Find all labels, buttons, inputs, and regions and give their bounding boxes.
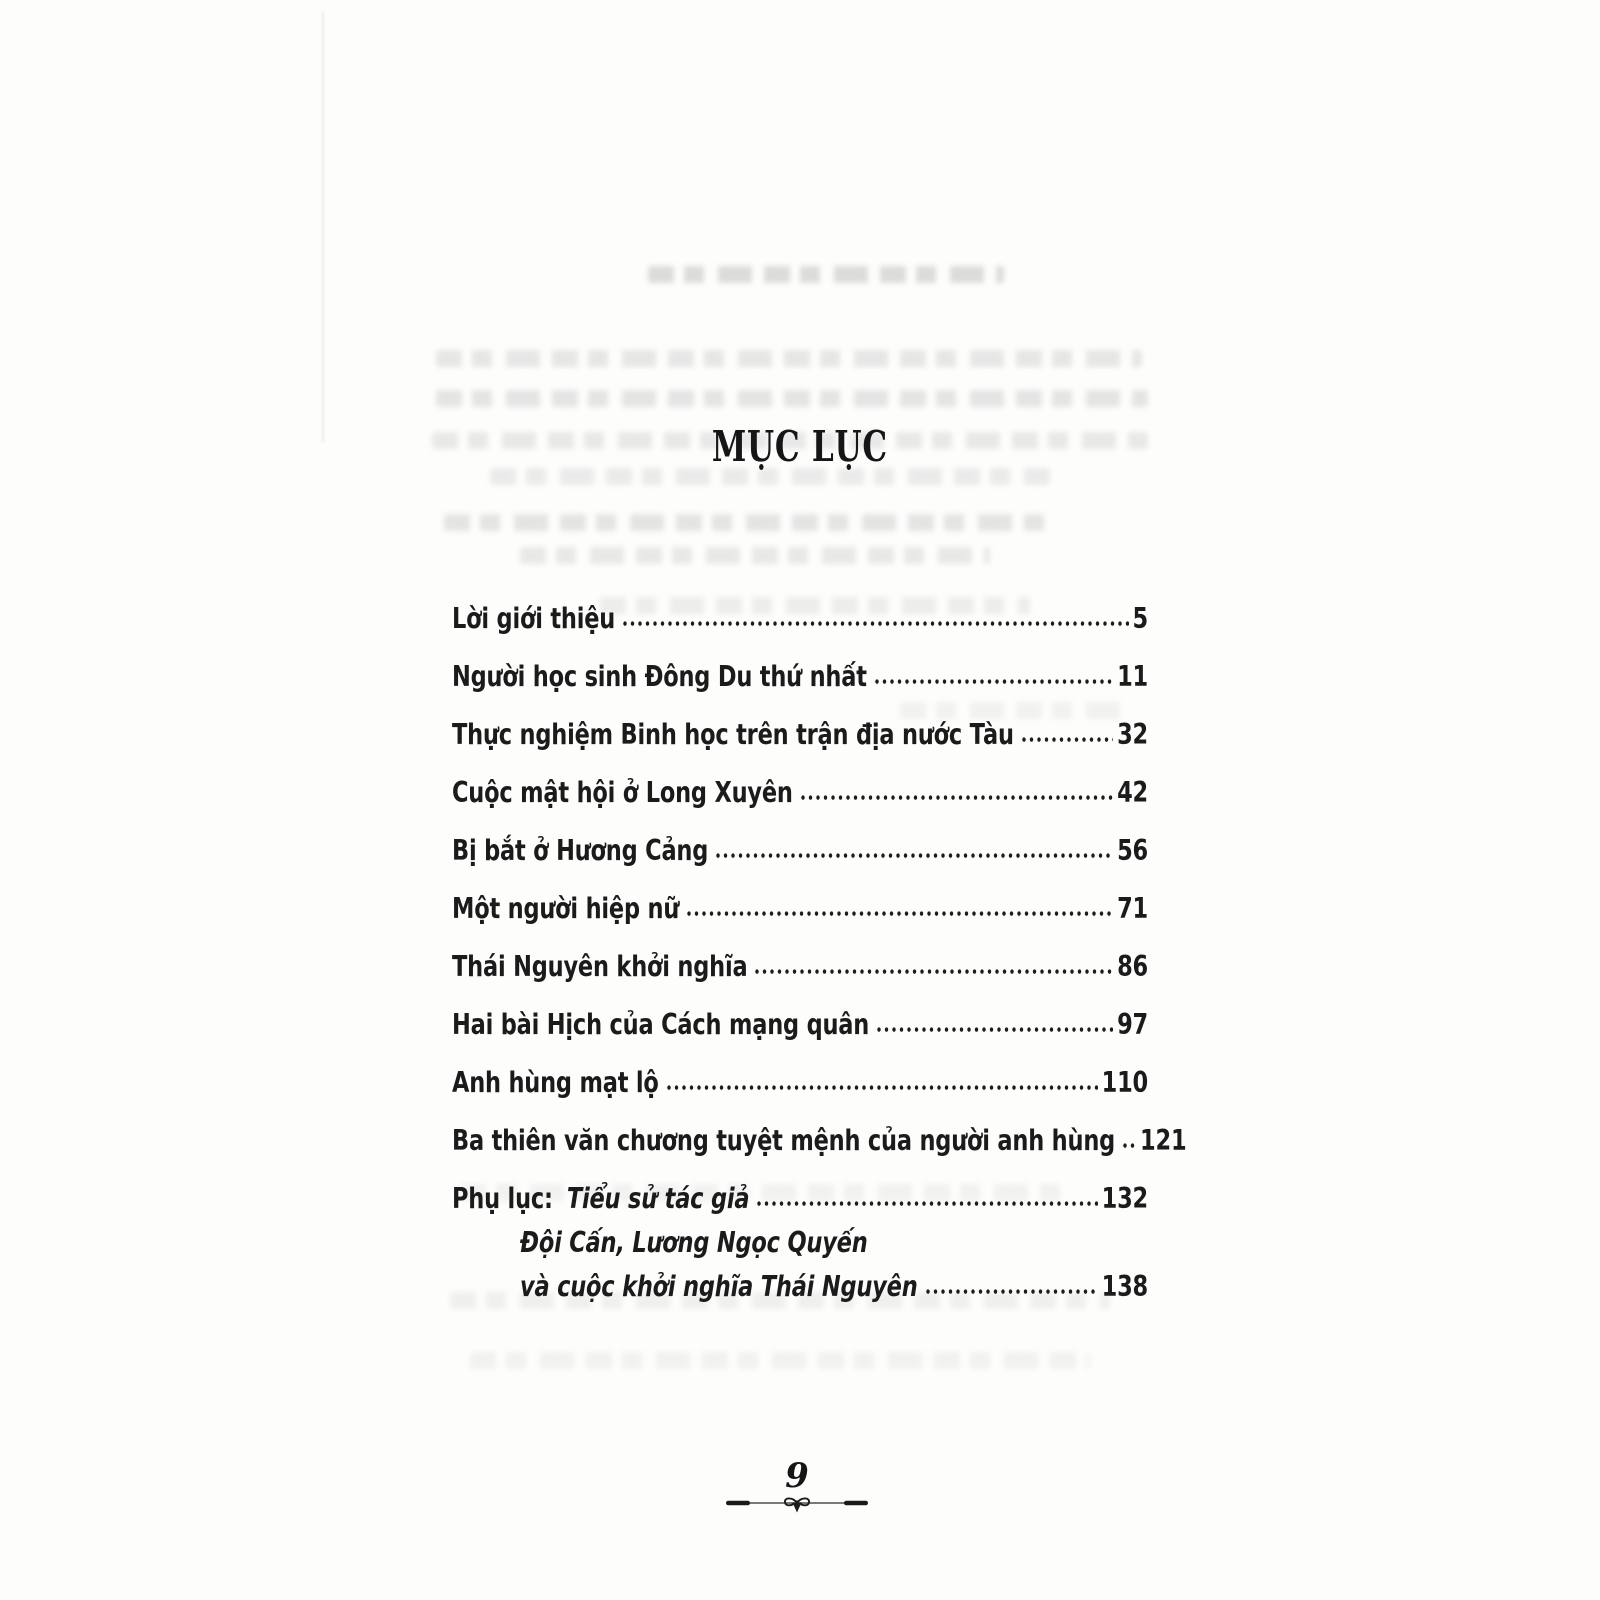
bleed-through-text (436, 390, 1148, 407)
toc-entry-page: 56 (1117, 834, 1148, 868)
dot-leader (876, 1025, 1113, 1034)
bleed-through-text (470, 1352, 1090, 1369)
toc-entry-label: Hai bài Hịch của Cách mạng quân (452, 1008, 870, 1042)
bleed-through-text (520, 547, 990, 564)
toc-entry-page: 5 (1132, 602, 1148, 636)
toc-entry-label: Tiểu sử tác giả (566, 1182, 750, 1216)
dot-leader (1122, 1141, 1136, 1150)
toc-entry-row (452, 715, 1148, 756)
toc-entry-row (452, 773, 1148, 814)
toc-entry-row (452, 599, 1148, 640)
dot-leader (754, 967, 1113, 976)
toc-entry-label: Bị bắt ở Hương Cảng (452, 834, 709, 868)
scan-edge-artifact (322, 12, 324, 442)
page-title: MỤC LỤC (712, 422, 888, 471)
toc-entry-page: 132 (1101, 1182, 1148, 1216)
page-title-wrap (0, 422, 1600, 471)
bleed-through-text (436, 350, 1142, 367)
dot-leader (622, 619, 1128, 628)
toc-entry-row (452, 1121, 1187, 1162)
dot-leader (874, 677, 1113, 686)
toc-entry-page: 32 (1117, 718, 1148, 752)
toc-entry-row (452, 889, 1148, 930)
toc-entry-row (452, 1223, 1148, 1264)
dot-leader (756, 1199, 1097, 1208)
toc-entry-page: 71 (1117, 892, 1148, 926)
toc-entry-label: Thái Nguyên khởi nghĩa (452, 950, 748, 984)
toc-entry-row (452, 947, 1148, 988)
toc-entry-page: 97 (1117, 1008, 1148, 1042)
toc-entry-row (452, 1179, 1148, 1220)
table-of-contents (452, 602, 1187, 1316)
toc-entry-label: Thực nghiệm Binh học trên trận địa nước Tàu (452, 718, 1014, 752)
toc-entry-row (452, 657, 1148, 698)
appendix-block (452, 1184, 1148, 1304)
toc-entry-label: Cuộc mật hội ở Long Xuyên (452, 776, 793, 810)
toc-entry-page: 138 (1101, 1270, 1148, 1304)
toc-entry-page: 110 (1101, 1066, 1148, 1100)
toc-entry-row (452, 831, 1148, 872)
toc-entry-row (452, 1005, 1148, 1046)
dot-leader (666, 1083, 1098, 1092)
toc-entry-label: Một người hiệp nữ (452, 892, 680, 926)
toc-entry-label: Ba thiên văn chương tuyệt mệnh của người anh hùng (452, 1124, 1116, 1158)
toc-entry-label: Anh hùng mạt lộ (452, 1066, 659, 1100)
toc-entry-page: 121 (1140, 1124, 1187, 1158)
dot-leader (715, 851, 1113, 860)
toc-entry-page: 42 (1117, 776, 1148, 810)
toc-entry-page: 11 (1117, 660, 1148, 694)
toc-entry-row (452, 1267, 1148, 1308)
dot-leader (1021, 735, 1113, 744)
dot-leader (686, 909, 1113, 918)
toc-entry-label: Người học sinh Đông Du thứ nhất (452, 660, 867, 694)
bleed-through-text (444, 514, 1044, 531)
toc-entry-label: và cuộc khởi nghĩa Thái Nguyên (520, 1270, 918, 1304)
ornament-divider-icon (726, 1494, 868, 1514)
toc-entry-page: 86 (1117, 950, 1148, 984)
dot-leader (800, 793, 1113, 802)
toc-entry-row (452, 1063, 1148, 1104)
toc-entry-label: Lời giới thiệu (452, 602, 616, 636)
page-number: 9 (785, 1456, 809, 1496)
toc-entry-label: Đội Cấn, Lương Ngọc Quyến (520, 1226, 868, 1260)
bleed-through-text (648, 266, 1004, 283)
appendix-prefix: Phụ lục: (452, 1182, 553, 1216)
dot-leader (925, 1287, 1098, 1296)
